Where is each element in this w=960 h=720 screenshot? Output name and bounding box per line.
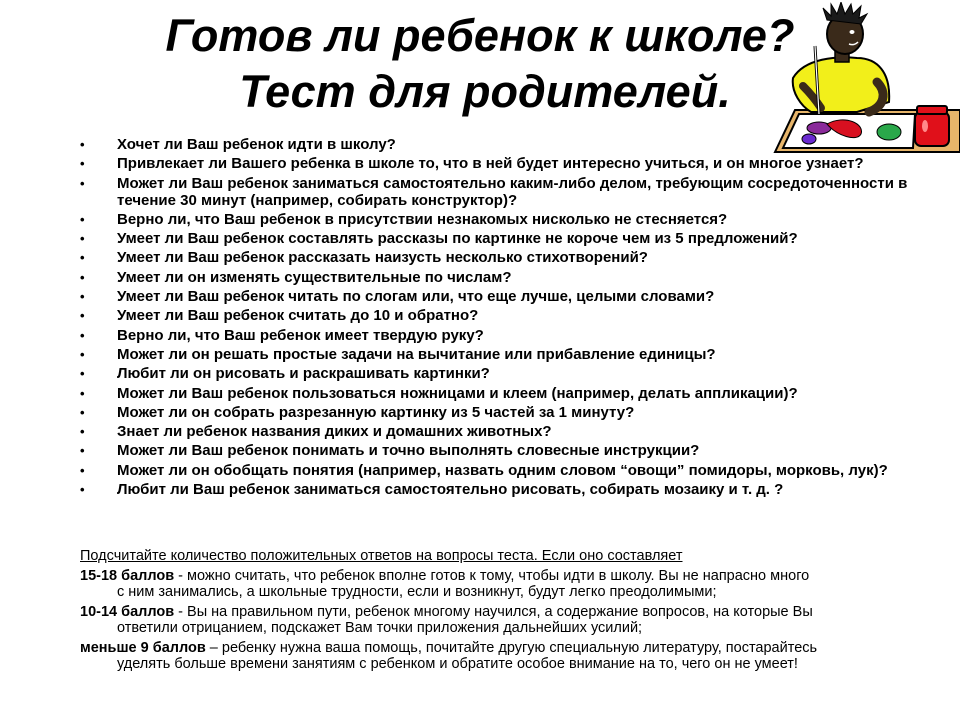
score-level-low <box>80 640 910 673</box>
bullet-icon: • <box>80 175 85 191</box>
list-item <box>80 155 920 172</box>
bullet-icon: • <box>80 137 85 152</box>
question-text: Может ли он собрать разрезанную картинку из 5 частей за 1 минуту? <box>117 403 635 421</box>
question-text: Умеет ли Ваш ребенок читать по слогам или, что еще лучше, целыми словами? <box>117 288 715 306</box>
list-item <box>80 462 920 479</box>
question-text: Хочет ли Ваш ребенок идти в школу? <box>117 136 396 153</box>
bullet-icon: • <box>80 404 85 420</box>
bullet-icon: • <box>80 308 85 324</box>
score-description-continued: уделять больше времени занятиям с ребенком и обратите особое внимание на то, чего он не умеет! <box>117 656 798 672</box>
scoring-section <box>80 548 910 676</box>
scoring-intro: Подсчитайте количество положительных ответов на вопросы теста. Если оно составляет <box>80 548 683 564</box>
bullet-icon: • <box>80 231 85 247</box>
list-item <box>80 269 920 286</box>
list-item <box>80 327 920 344</box>
question-text: Может ли он решать простые задачи на вычитание или прибавление единицы? <box>117 345 716 363</box>
score-description-continued: ответили отрицанием, подскажет Вам точки приложения дальнейших усилий; <box>117 620 643 636</box>
bullet-icon: • <box>80 289 85 305</box>
bullet-icon: • <box>80 269 85 285</box>
question-text: Может ли он обобщать понятия (например, назвать одним словом “овощи” помидоры, морковь, лук)? <box>117 461 888 479</box>
question-text: Верно ли, что Ваш ребенок в присутствии незнакомых нисколько не стесняется? <box>117 210 728 228</box>
question-text: Знает ли ребенок названия диких и домашних животных? <box>117 423 552 441</box>
bullet-icon: • <box>80 385 85 401</box>
score-description: - Вы на правильном пути, ребенок многому научился, а содержание вопросов, на которые Вы <box>174 603 813 620</box>
list-item <box>80 442 920 459</box>
title-line-1: Готов ли ребенок к школе? <box>165 10 795 61</box>
score-level-high <box>80 568 910 601</box>
painting-child-illustration <box>765 2 960 158</box>
question-text: Умеет ли он изменять существительные по числам? <box>117 268 512 286</box>
bullet-icon: • <box>80 482 85 498</box>
bullet-icon: • <box>80 443 85 459</box>
score-description-continued: с ним занимались, а школьные трудности, если и возникнут, будут легко преодолимыми; <box>117 584 717 600</box>
question-text: Умеет ли Ваш ребенок считать до 10 и обратно? <box>117 307 479 325</box>
paint-jar <box>915 112 949 146</box>
list-item <box>80 230 920 247</box>
question-text: Умеет ли Ваш ребенок составлять рассказы по картинке не короче чем из 5 предложений? <box>117 230 798 248</box>
list-item <box>80 481 920 498</box>
title-line-2: Тест для родителей. <box>239 66 731 117</box>
score-description: - можно считать, что ребенок вполне готов к тому, чтобы идти в школу. Вы не напрасно много <box>174 567 810 584</box>
question-text: Умеет ли Ваш ребенок рассказать наизусть несколько стихотворений? <box>117 249 648 267</box>
score-level-medium <box>80 604 910 637</box>
list-item <box>80 136 920 153</box>
question-text: Верно ли, что Ваш ребенок имеет твердую руку? <box>117 326 484 344</box>
list-item <box>80 365 920 382</box>
bullet-icon: • <box>80 424 85 440</box>
question-text: Может ли Ваш ребенок пользоваться ножницами и клеем (например, делать аппликации)? <box>117 384 798 402</box>
bullet-icon: • <box>80 156 85 172</box>
bullet-icon: • <box>80 211 85 227</box>
list-item <box>80 175 920 209</box>
list-item <box>80 385 920 402</box>
bullet-icon: • <box>80 346 85 362</box>
bullet-icon: • <box>80 250 85 266</box>
list-item <box>80 288 920 305</box>
question-text: Привлекает ли Вашего ребенка в школе то, что в ней будет интересно учиться, и он многое узнает? <box>117 155 864 173</box>
hair <box>823 2 867 24</box>
list-item <box>80 211 920 228</box>
question-text: Может ли Ваш ребенок заниматься самостоятельно каким-либо делом, требующим сосредоточенности в течение 30 минут (например, собирать конструктор)? <box>117 174 908 209</box>
question-text: Любит ли он рисовать и раскрашивать картинки? <box>117 365 490 383</box>
bullet-icon: • <box>80 366 85 382</box>
list-item <box>80 307 920 324</box>
bullet-icon: • <box>80 462 85 478</box>
list-item <box>80 423 920 440</box>
list-item <box>80 404 920 421</box>
score-description: – ребенку нужна ваша помощь, почитайте другую специальную литературу, постарайтесь <box>205 639 818 656</box>
question-text: Любит ли Ваш ребенок заниматься самостоятельно рисовать, собирать мозаику и т. д. ? <box>117 481 784 499</box>
bullet-icon: • <box>80 327 85 343</box>
question-list <box>80 136 920 500</box>
score-range: меньше 9 баллов <box>80 639 206 656</box>
score-range: 15-18 баллов <box>80 567 175 584</box>
eye <box>850 30 855 34</box>
list-item <box>80 249 920 266</box>
list-item <box>80 346 920 363</box>
score-range: 10-14 баллов <box>80 603 175 620</box>
question-text: Может ли Ваш ребенок понимать и точно выполнять словесные инструкции? <box>117 442 700 460</box>
